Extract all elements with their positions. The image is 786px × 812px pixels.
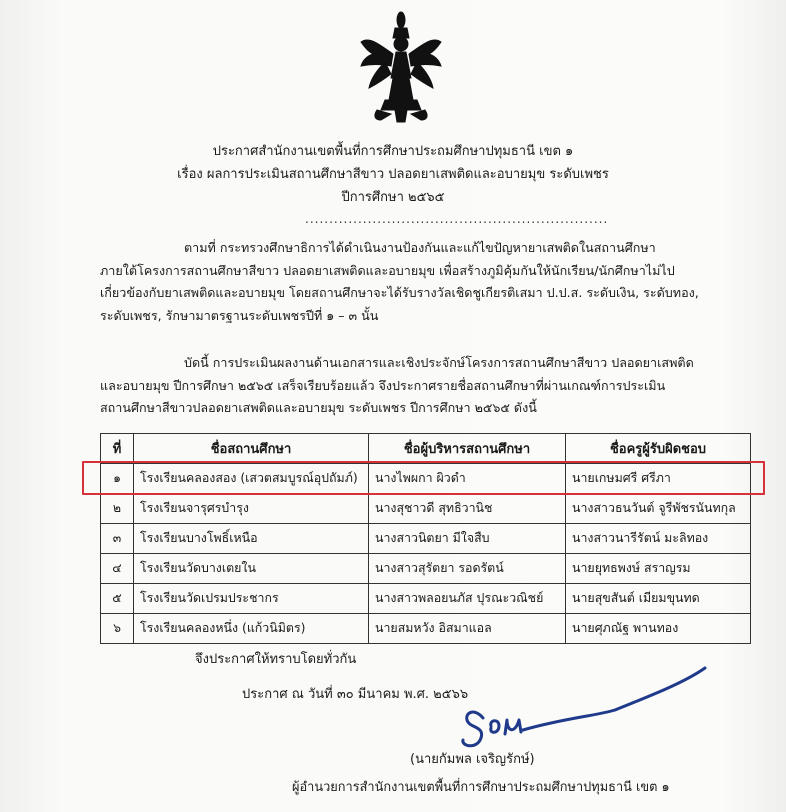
paragraph-line: ภายใต้โครงการสถานศึกษาสีขาว ปลอดยาเสพติดและอบายมุข เพื่อสร้างภูมิคุ้มกันให้นักเรียน/นักศึกษาไม่ไป: [100, 262, 675, 278]
row-number: ๒: [101, 494, 134, 524]
paragraph-line: ตามที่ กระทรวงศึกษาธิการได้ดำเนินงานป้องกันและแก้ไขปัญหายาเสพติดในสถานศึกษา: [184, 240, 656, 255]
row-number: ๔: [101, 554, 134, 584]
row-number: ๓: [101, 524, 134, 554]
administrator-name: นางสาวพลอยนภัส ปุรณะวณิชย์: [369, 584, 566, 614]
table-row: [101, 554, 751, 584]
school-name: โรงเรียนจารุศรบำรุง: [134, 494, 369, 524]
administrator-name: นางสาวสุรัตยา รอดรัตน์: [369, 554, 566, 584]
teacher-name: นายเกษมศรี ศรีภา: [566, 464, 751, 494]
school-name: โรงเรียนคลองสอง (เสวตสมบูรณ์อุปถัมภ์): [134, 464, 369, 494]
signer-position: ผู้อำนวยการสำนักงานเขตพื้นที่การศึกษาประถมศึกษาปทุมธานี เขต ๑: [292, 780, 670, 795]
row-highlight-box: [82, 461, 765, 495]
announcement-subject: เรื่อง ผลการประเมินสถานศึกษาสีขาว ปลอดยาเสพติดและอบายมุข ระดับเพชร: [177, 167, 609, 182]
administrator-name: นางไพผกา ผิวดำ: [369, 464, 566, 494]
administrator-name: นางสาวนิตยา มีใจสืบ: [369, 524, 566, 554]
row-number: ๖: [101, 614, 134, 644]
school-name: โรงเรียนคลองหนึ่ง (แก้วนิมิตร): [134, 614, 369, 644]
closing-statement: จึงประกาศให้ทราบโดยทั่วกัน: [195, 652, 357, 667]
teacher-name: นางสาวนารีรัตน์ มะลิทอง: [566, 524, 751, 554]
paragraph-line: และอบายมุข ปีการศึกษา ๒๕๖๕ เสร็จเรียบร้อยแล้ว จึงประกาศรายชื่อสถานศึกษาที่ผ่านเกณฑ์การประเมิน: [100, 377, 666, 393]
teacher-name: นายสุขสันต์ เมียมขุนทด: [566, 584, 751, 614]
administrator-name: นายสมหวัง อิสมาแอล: [369, 614, 566, 644]
column-header-number: ที่: [101, 434, 134, 464]
table-row: [101, 494, 751, 524]
table-row: [101, 524, 751, 554]
school-name: โรงเรียนบางโพธิ์เหนือ: [134, 524, 369, 554]
school-name: โรงเรียนวัดเปรมประชากร: [134, 584, 369, 614]
column-header-administrator: ชื่อผู้บริหารสถานศึกษา: [369, 434, 566, 464]
handwritten-signature: [455, 660, 755, 755]
dotted-divider: ...............................................................: [305, 212, 609, 226]
signer-name: (นายกัมพล เจริญรักษ์): [410, 752, 535, 767]
table-row: [101, 614, 751, 644]
paragraph-line: เกี่ยวข้องกับยาเสพติดและอบายมุข โดยสถานศึกษาจะได้รับรางวัลเชิดชูเกียรติเสมา ป.ป.ส. ระดับเงิน, ระดับทอง,: [100, 285, 699, 300]
table-row: [101, 584, 751, 614]
paragraph-line: ระดับเพชร, รักษามาตรฐานระดับเพชรปีที่ ๑ – ๓ นั้น: [100, 307, 379, 323]
paragraph-background: [100, 237, 740, 327]
teacher-name: นายยุทธพงษ์ สราญรม: [566, 554, 751, 584]
table-header-row: [101, 434, 751, 464]
garuda-emblem: [355, 8, 447, 124]
teacher-name: นายศุภณัฐ พานทอง: [566, 614, 751, 644]
announcement-title: ประกาศสำนักงานเขตพื้นที่การศึกษาประถมศึกษาปทุมธานี เขต ๑: [212, 144, 574, 159]
academic-year: ปีการศึกษา ๒๕๖๕: [341, 190, 445, 205]
paragraph-line: บัดนี้ การประเมินผลงานด้านเอกสารและเชิงประจักษ์โครงการสถานศึกษาสีขาว ปลอดยาเสพติด: [184, 355, 694, 370]
school-name: โรงเรียนวัดบางเตยใน: [134, 554, 369, 584]
row-number: ๑: [101, 464, 134, 494]
row-number: ๕: [101, 584, 134, 614]
paragraph-result: [100, 352, 740, 420]
teacher-name: นางสาวธนวันต์ จูรีพัชรนันทกุล: [566, 494, 751, 524]
paragraph-line: สถานศึกษาสีขาวปลอดยาเสพติดและอบายมุข ระดับเพชร ปีการศึกษา ๒๕๖๕ ดังนี้: [100, 400, 537, 415]
administrator-name: นางสุชาวดี สุทธิวานิช: [369, 494, 566, 524]
column-header-teacher: ชื่อครูผู้รับผิดชอบ: [566, 434, 751, 464]
column-header-school: ชื่อสถานศึกษา: [134, 434, 369, 464]
announcement-date: ประกาศ ณ วันที่ ๓๐ มีนาคม พ.ศ. ๒๕๖๖: [242, 687, 469, 702]
